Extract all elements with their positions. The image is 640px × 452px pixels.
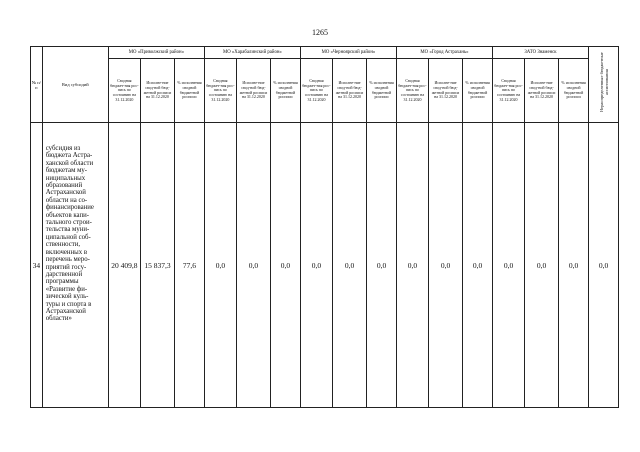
value-cell: 20 409,8 — [108, 123, 140, 408]
value-cell: 0,0 — [300, 123, 332, 408]
subheader-plan: Сводная бюджет-ная рос-пись по состоянию на 31.12.2020 — [493, 59, 525, 123]
value-cell: 0,0 — [525, 123, 559, 408]
table-row — [31, 123, 619, 408]
subheader-plan: Сводная бюджет-ная рос-пись по состоянию на 31.12.2020 — [204, 59, 236, 123]
header-row-municipalities — [31, 47, 619, 59]
subheader-percent: % исполнения сводной бюджетной росписи — [175, 59, 205, 123]
value-cell: 0,0 — [271, 123, 301, 408]
value-cell: 0,0 — [463, 123, 493, 408]
subheader-execution: Исполне-ние свод-ной бюд-жетной росписи на 31.12.2020 — [525, 59, 559, 123]
header-subsidy-type: Вид субсидий — [42, 47, 108, 123]
subheader-percent: % исполнения сводной бюджетной росписи — [559, 59, 589, 123]
header-municipality-2: МО «Харабалинский район» — [204, 47, 300, 59]
header-municipality-3: МО «Черноярский район» — [300, 47, 396, 59]
header-row-subcolumns — [31, 59, 619, 123]
subheader-execution: Исполне-ние свод-ной бюд-жетной росписи на 31.12.2020 — [236, 59, 270, 123]
header-unallocated-label: Нераспределенные бюджетные ассигнования — [598, 52, 609, 112]
value-cell: 0,0 — [589, 123, 619, 408]
header-municipality-1: МО «Приволжский район» — [108, 47, 204, 59]
value-cell: 0,0 — [332, 123, 366, 408]
subheader-execution: Исполне-ние свод-ной бюд-жетной росписи на 31.12.2020 — [140, 59, 174, 123]
header-num: № п/п — [31, 47, 43, 123]
header-municipality-4: МО «Город Астрахань» — [396, 47, 492, 59]
budget-table — [30, 46, 619, 408]
value-cell: 0,0 — [428, 123, 462, 408]
value-cell: 0,0 — [396, 123, 428, 408]
subheader-percent: % исполнения сводной бюджетной росписи — [367, 59, 397, 123]
subheader-plan: Сводная бюджет-ная рос-пись по состоянию на 31.12.2020 — [300, 59, 332, 123]
header-unallocated — [589, 47, 619, 123]
subheader-execution: Исполне-ние свод-ной бюд-жетной росписи на 31.12.2020 — [332, 59, 366, 123]
subheader-plan: Сводная бюджет-ная рос-пись по состоянию на 31.12.2020 — [396, 59, 428, 123]
value-cell: 0,0 — [367, 123, 397, 408]
value-cell: 0,0 — [559, 123, 589, 408]
value-cell: 0,0 — [204, 123, 236, 408]
value-cell: 15 837,3 — [140, 123, 174, 408]
page-number: 1265 — [312, 28, 328, 37]
row-number: 34 — [31, 123, 43, 408]
subheader-execution: Исполне-ние свод-ной бюд-жетной росписи на 31.12.2020 — [428, 59, 462, 123]
row-description: субсидия из бюджета Астра- ханской области бюджетам му- ниципальных образований Астраханской области на со- финансирование объектов капи- тального строи- тельства муни- ципальной соб- ственности, включенных в перечень меро- приятий госу- дарственной программы «Развитие фи- зической куль- туры и спорта в Астраханской области» — [42, 123, 108, 408]
value-cell: 0,0 — [236, 123, 270, 408]
subheader-plan: Сводная бюджет-ная рос-пись по состоянию на 31.12.2020 — [108, 59, 140, 123]
value-cell: 77,6 — [175, 123, 205, 408]
subheader-percent: % исполнения сводной бюджетной росписи — [463, 59, 493, 123]
header-municipality-5: ЗАТО Знаменск — [493, 47, 589, 59]
subheader-percent: % исполнения сводной бюджетной росписи — [271, 59, 301, 123]
value-cell: 0,0 — [493, 123, 525, 408]
